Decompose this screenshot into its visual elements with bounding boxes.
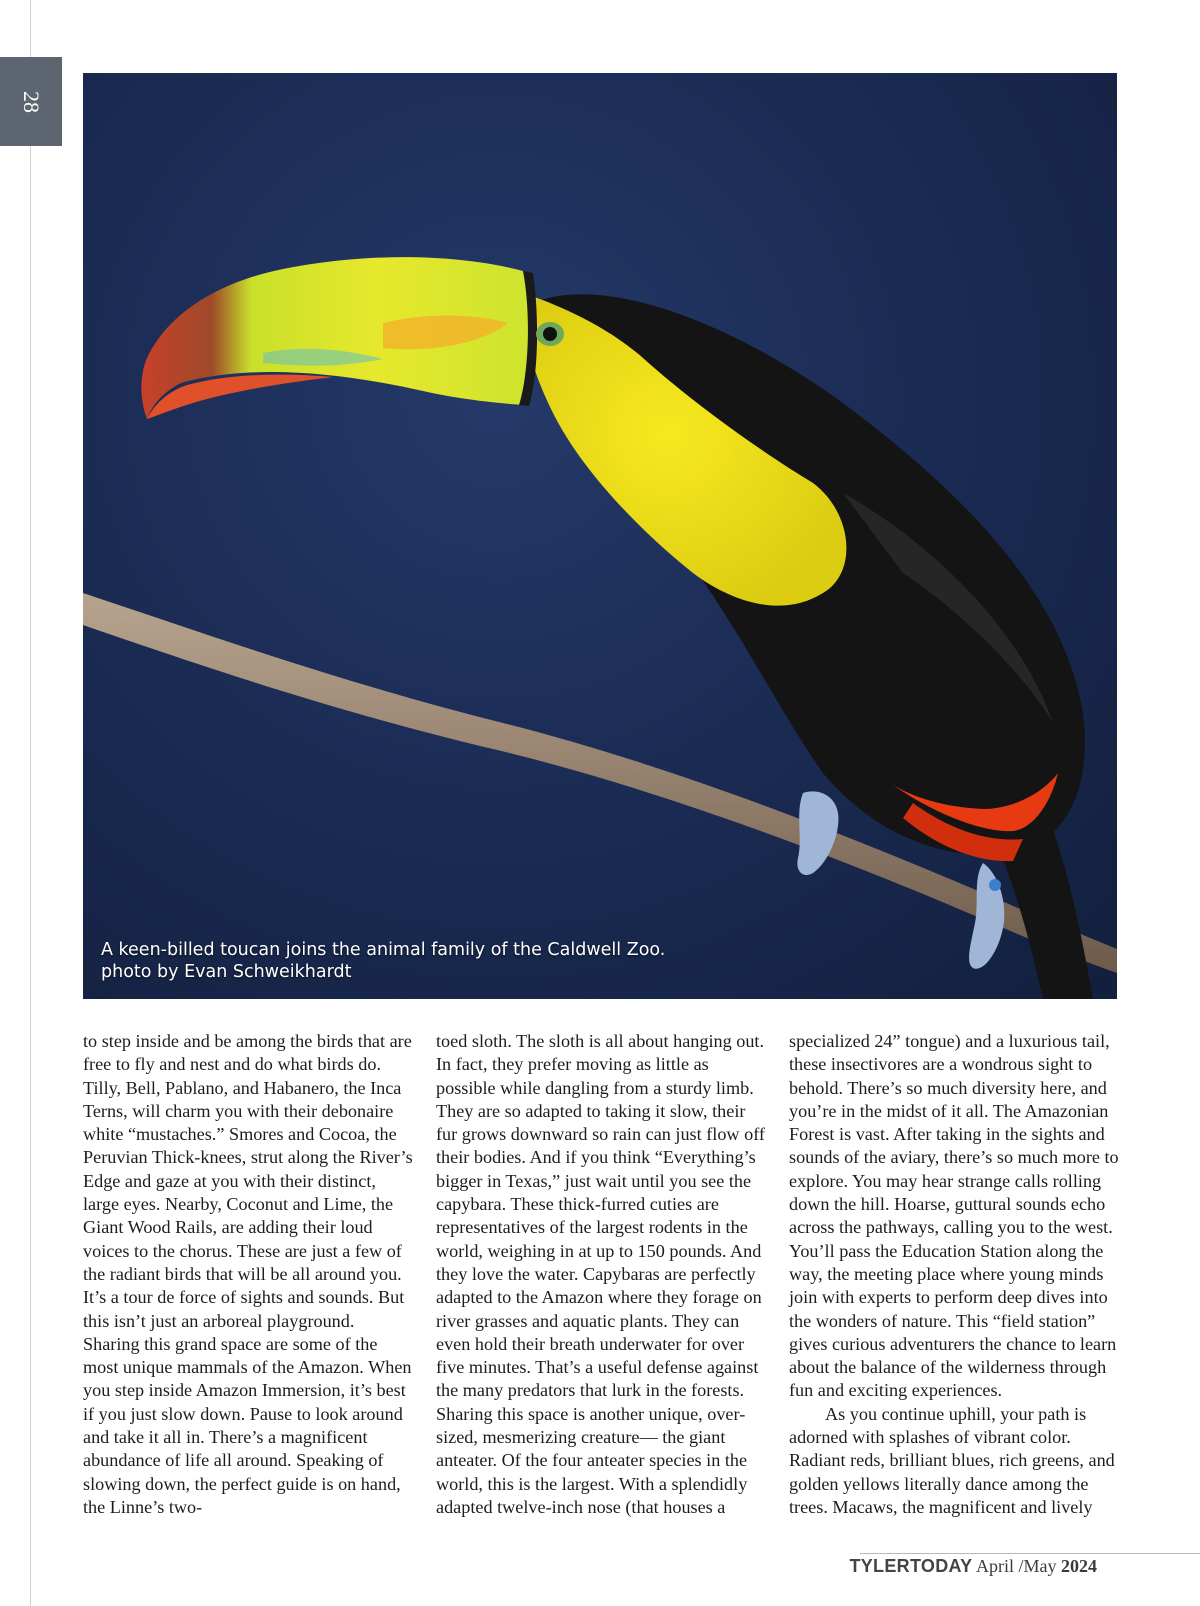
article-paragraph: specialized 24” tongue) and a luxurious tail, these insectivores are a wondrous sight to behold. There’s so much diversity here, and you’re in the midst of it all. The Amazonian Forest is vast. After taking in the sights and sounds of the aviary, there’s so much more to explore. You may hear strange calls rolling down the hill. Hoarse, guttural sounds echo across the pathways, calling you to the west. You’ll pass the Education Station along the way, the meeting place where young minds join with experts to perform deep dives into the wonders of nature. This “field station” gives curious adventurers the chance to learn about the balance of the wilderness through fun and exciting experiences. (789, 1031, 1119, 1401)
caption-text: A keen-billed toucan joins the animal family of the Caldwell Zoo. (101, 940, 666, 960)
page-margin-rule (30, 0, 31, 1606)
photo-credit: photo by Evan Schweikhardt (101, 962, 352, 982)
article-body (83, 1030, 1117, 1520)
issue-year: 2024 (1061, 1556, 1097, 1576)
page-number-tab (0, 57, 62, 146)
page-number: 28 (19, 90, 44, 113)
toucan-photo (83, 73, 1117, 999)
page-footer (849, 1556, 1097, 1577)
article-column-1 (83, 1030, 413, 1519)
article-paragraph: toed sloth. The sloth is all about hanging out. In fact, they prefer moving as little as possible while dangling from a sturdy limb. They are so adapted to taking it slow, their fur grows downward so rain can just flow off their bodies. And if you think “Everything’s bigger in Texas,” just wait until you see the capybara. These thick-furred cuties are representatives of the largest rodents in the world, weighing in at up to 150 pounds. And they love the water. Capybaras are perfectly adapted to the Amazon where they forage on river grasses and aquatic plants. They can even hold their breath underwater for over five minutes. That’s a useful defense against the many predators that lurk in the forests. Sharing this space is another unique, over-sized, mesmerizing creature— the giant anteater. Of the four anteater species in the world, this is the largest. With a splendidly adapted twelve-inch nose (that houses a (436, 1031, 765, 1517)
photo-caption (101, 939, 665, 983)
footer-rule (860, 1553, 1200, 1554)
toucan-illustration (83, 73, 1117, 999)
article-paragraph: As you continue uphill, your path is adorned with splashes of vibrant color. Radiant reds, brilliant blues, rich greens, and golden yellows literally dance among the trees. Macaws, the magnificent and lively (789, 1403, 1115, 1517)
article-paragraph: to step inside and be among the birds that are free to fly and nest and do what birds do. Tilly, Bell, Pablano, and Habanero, the Inca Terns, will charm you with their debonaire white “mustaches.” Smores and Cocoa, the Peruvian Thick-knees, strut along the River’s Edge and gaze at you with their distinct, large eyes. Nearby, Coconut and Lime, the Giant Wood Rails, are adding their loud voices to the chorus. These are just a few of the radiant birds that will be all around you. It’s a tour de force of sights and sounds. But this isn’t just an arboreal playground. Sharing this grand space are some of the most unique mammals of the Amazon. When you step inside Amazon Immersion, it’s best if you just slow down. Pause to look around and take it all in. There’s a magnificent abundance of life all around. Speaking of slowing down, the perfect guide is on hand, the Linne’s two- (83, 1031, 413, 1517)
article-column-2 (436, 1030, 766, 1519)
issue-months: April /May (976, 1556, 1057, 1576)
article-column-3 (789, 1030, 1119, 1519)
magazine-name: TYLERTODAY (849, 1556, 973, 1576)
